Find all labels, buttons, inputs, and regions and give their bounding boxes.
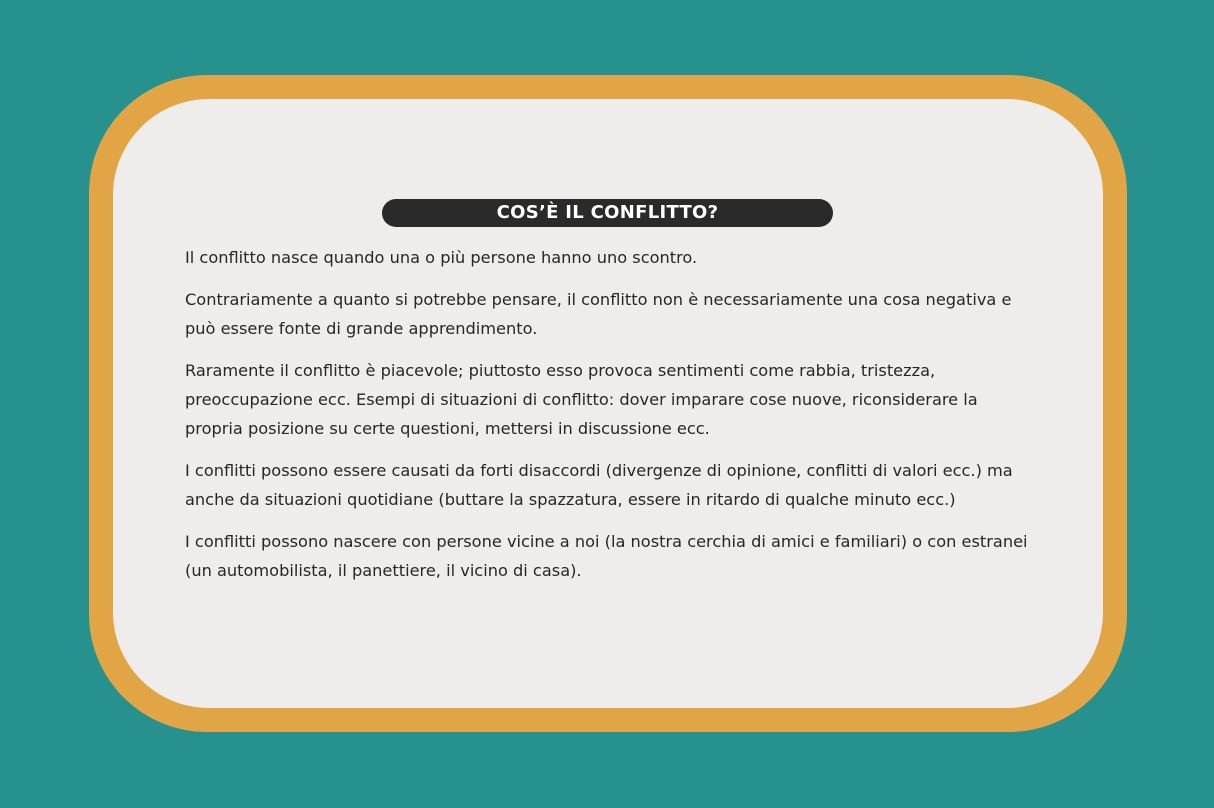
paragraph-1: Il conflitto nasce quando una o più persone hanno uno scontro. <box>185 248 698 267</box>
paragraph-4: I conflitti possono essere causati da forti disaccordi (divergenze di opinione, conflitti di valori ecc.) ma anche da situazioni quotidiane (buttare la spazzatura, essere in ritardo di qualche minuto ecc.) <box>185 461 1013 509</box>
paragraph-5: I conflitti possono nascere con persone vicine a noi (la nostra cerchia di amici e familiari) o con estranei (un automobilista, il panettiere, il vicino di casa). <box>185 532 1028 580</box>
paragraph-3: Raramente il conflitto è piacevole; piuttosto esso provoca sentimenti come rabbia, tristezza, preoccupazione ecc. Esempi di situazioni di conflitto: dover imparare cose nuove, riconsiderare la propria posizione su certe questioni, mettersi in discussione ecc. <box>185 361 978 438</box>
page-title: COS’È IL CONFLITTO? <box>496 202 719 223</box>
paragraph-2: Contrariamente a quanto si potrebbe pensare, il conflitto non è necessariamente una cosa negativa e può essere fonte di grande apprendimento. <box>185 290 1012 338</box>
body-text <box>185 243 1033 598</box>
title-banner <box>382 199 833 227</box>
